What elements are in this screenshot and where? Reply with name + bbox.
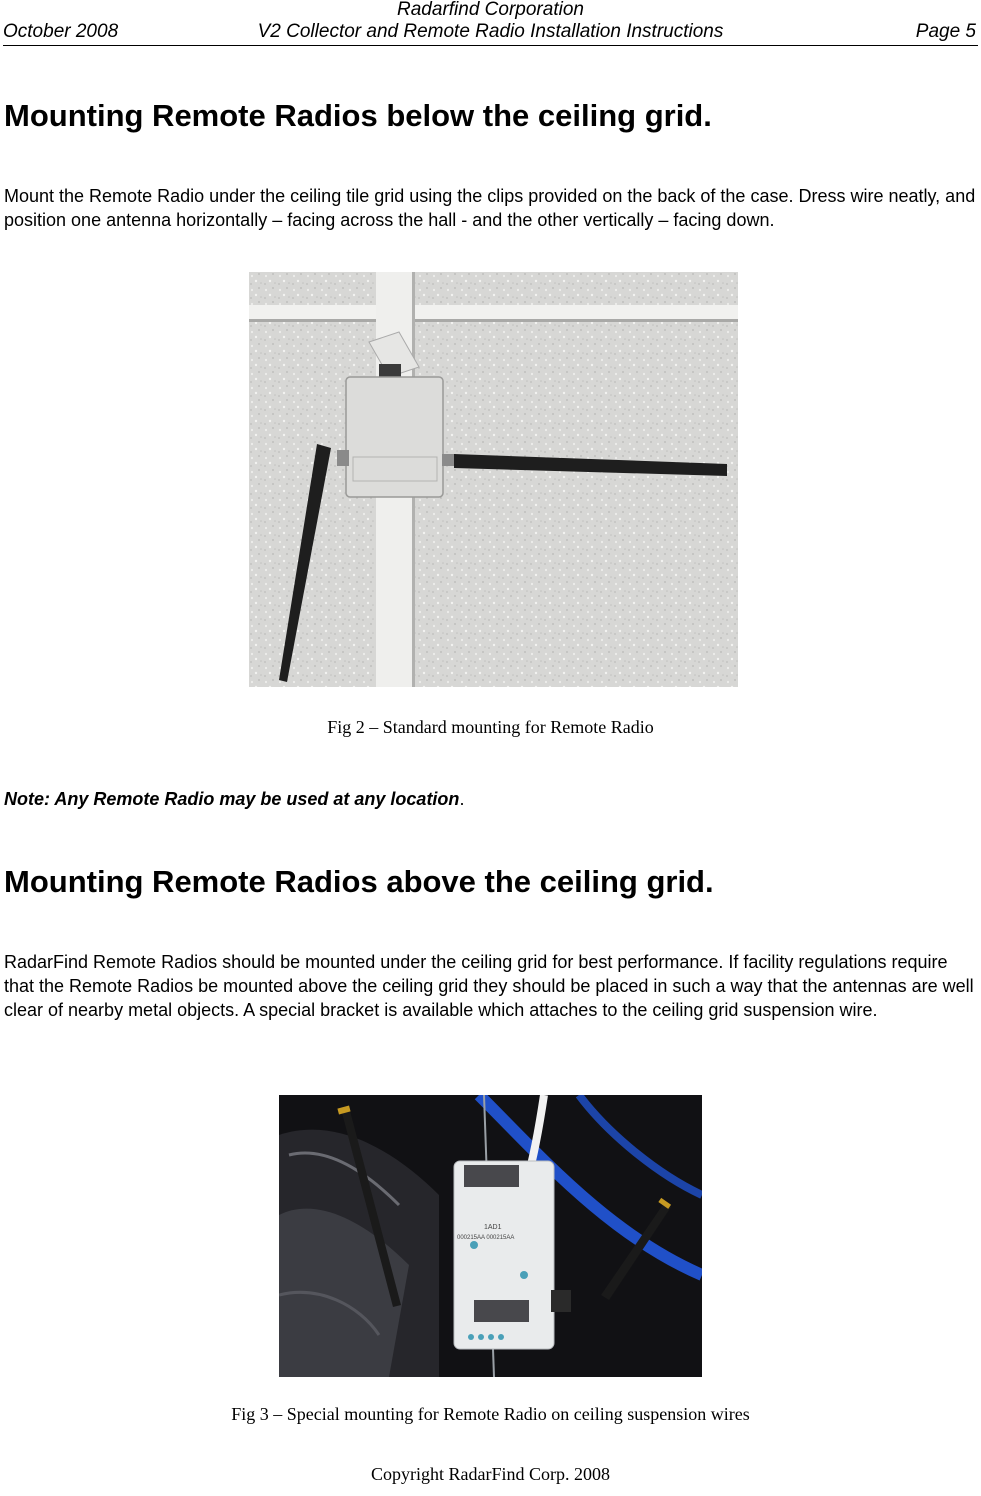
section1-heading: Mounting Remote Radios below the ceiling grid. — [4, 98, 712, 133]
device-label-2: 000215AA 000215AA — [457, 1235, 515, 1241]
header-company: Radarfind Corporation — [397, 0, 584, 20]
header-doc-title: V2 Collector and Remote Radio Installation Instructions — [257, 21, 724, 42]
section1-body: Mount the Remote Radio under the ceiling tile grid using the clips provided on the back of the case. Dress wire neatly, and position one antenna horizontally – facing across the hall - and the other vertically – facing down. — [4, 186, 976, 230]
header-page-number: Page 5 — [915, 21, 976, 42]
note-text: Note: Any Remote Radio may be used at any location — [4, 789, 460, 809]
header-date: October 2008 — [3, 21, 119, 42]
note-suffix: . — [459, 789, 465, 809]
footer-copyright: Copyright RadarFind Corp. 2008 — [371, 1464, 610, 1484]
figure-3-caption: Fig 3 – Special mounting for Remote Radio on ceiling suspension wires — [231, 1404, 750, 1424]
section2-body: RadarFind Remote Radios should be mounted under the ceiling grid for best performance. If facility regulations require that the Remote Radios be mounted above the ceiling grid they should be placed in such a way that the antennas are well clear of nearby metal objects. A special bracket is available which attaches to the ceiling grid suspension wire. — [4, 952, 974, 1020]
section2-heading: Mounting Remote Radios above the ceiling grid. — [4, 864, 714, 899]
figure-3-photo — [279, 1095, 702, 1377]
figure-2-photo — [249, 272, 738, 687]
figure-2-caption: Fig 2 – Standard mounting for Remote Radio — [327, 717, 654, 737]
device-label-1: 1AD1 — [484, 1224, 502, 1231]
note — [4, 788, 464, 810]
header-rule — [3, 45, 978, 46]
